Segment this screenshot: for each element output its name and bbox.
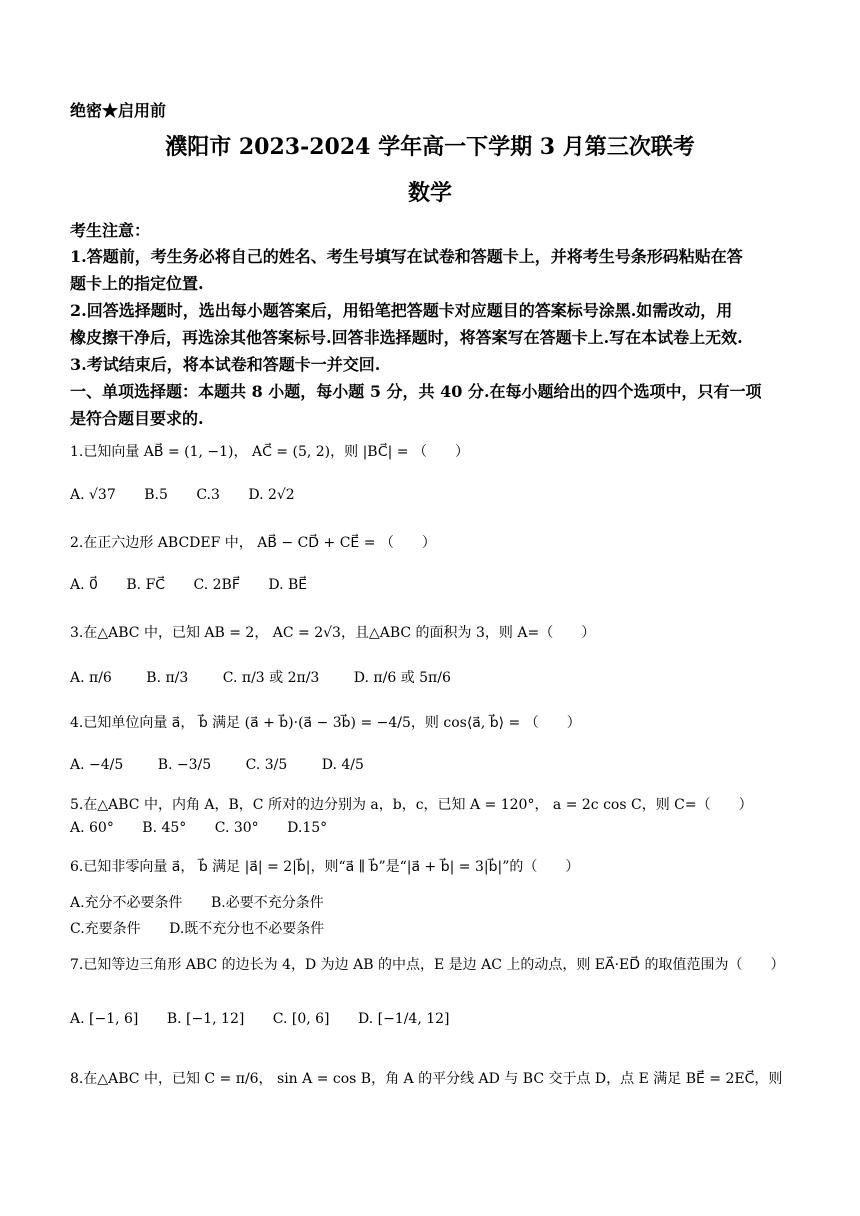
question-6-options-line-2 [70, 918, 348, 938]
notice-item-1-line-1: 1.答题前，考生务必将自己的姓名、考生号填写在试卷和答题卡上，并将考生号条形码粘贴在答 [70, 247, 743, 266]
question-2-stem: 2.在正六边形 ABCDEF 中， AB⃗ − CD⃗ + CE⃗ = （ ） [70, 535, 436, 551]
question-3-option-c[interactable]: C. π/3 或 2π/3 [222, 670, 320, 686]
question-1-option-c[interactable]: C.3 [196, 487, 220, 503]
question-7-option-a[interactable]: A. [−1, 6] [70, 1011, 139, 1027]
notice-item-1-line-2: 题卡上的指定位置. [70, 274, 204, 293]
exam-title: 濮阳市 2023-2024 学年高一下学期 3 月第三次联考 [165, 134, 695, 160]
question-7-options [70, 1011, 474, 1027]
question-7-option-d[interactable]: D. [−1/4, 12] [357, 1011, 450, 1027]
section-1-heading-line-2: 是符合题目要求的. [70, 409, 204, 428]
question-3-option-a[interactable]: A. π/6 [70, 670, 112, 686]
question-8-stem: 8.在△ABC 中，已知 C = π/6， sin A = cos B，角 A 的平分线 AD 与 BC 交于点 D，点 E 满足 BE⃗ = 2EC⃗，则 [70, 1071, 783, 1087]
question-5-options [70, 820, 351, 836]
question-1-option-b[interactable]: B.5 [144, 487, 168, 503]
question-7-option-b[interactable]: B. [−1, 12] [166, 1011, 245, 1027]
question-2-options [70, 577, 331, 593]
question-1-option-d[interactable]: D. 2√2 [248, 487, 295, 503]
question-4-option-b[interactable]: B. −3/5 [157, 757, 212, 773]
notice-item-3: 3.考试结束后，将本试卷和答题卡一并交回. [70, 355, 381, 374]
question-5-option-b[interactable]: B. 45° [142, 820, 187, 836]
question-6-option-d[interactable]: D.既不充分也不必要条件 [169, 921, 325, 937]
question-6-option-c[interactable]: C.充要条件 [70, 921, 141, 937]
question-3-option-d[interactable]: D. π/6 或 5π/6 [353, 670, 451, 686]
question-4-option-d[interactable]: D. 4/5 [321, 757, 364, 773]
question-4-stem: 4.已知单位向量 a⃗， b⃗ 满足 (a⃗ + b⃗)·(a⃗ − 3b⃗) = −4/5，则 cos⟨a⃗, b⃗⟩ = （ ） [70, 715, 581, 731]
question-6-option-a[interactable]: A.充分不必要条件 [70, 895, 183, 911]
question-6-options-line-1 [70, 892, 348, 912]
question-4-option-a[interactable]: A. −4/5 [70, 757, 124, 773]
question-7-stem: 7.已知等边三角形 ABC 的边长为 4，D 为边 AB 的中点，E 是边 AC 上的动点，则 EA⃗·ED⃗ 的取值范围为（ ） [70, 957, 785, 973]
question-3-stem: 3.在△ABC 中，已知 AB = 2， AC = 2√3，且△ABC 的面积为 3，则 A=（ ） [70, 625, 596, 641]
question-2-option-c[interactable]: C. 2BF⃗ [193, 577, 240, 593]
question-1-stem: 1.已知向量 AB⃗ = (1, −1)， AC⃗ = (5, 2)，则 |BC⃗| = （ ） [70, 444, 469, 460]
subject-title: 数学 [407, 180, 452, 206]
question-5-option-d[interactable]: D.15° [287, 820, 328, 836]
question-5-option-a[interactable]: A. 60° [70, 820, 114, 836]
notice-heading: 考生注意： [70, 221, 151, 240]
question-2-option-d[interactable]: D. BE⃗ [268, 577, 308, 593]
question-7-option-c[interactable]: C. [0, 6] [272, 1011, 330, 1027]
section-1-heading-line-1: 一、单项选择题：本题共 8 小题，每小题 5 分，共 40 分.在每小题给出的四个选项中，只有一项 [70, 382, 762, 401]
question-5-option-c[interactable]: C. 30° [214, 820, 259, 836]
question-1-option-a[interactable]: A. √37 [70, 487, 116, 503]
question-6-stem: 6.已知非零向量 a⃗， b⃗ 满足 |a⃗| = 2|b⃗|，则“a⃗ ∥ b⃗”是“|a⃗ + b⃗| = 3|b⃗|”的（ ） [70, 859, 580, 875]
question-2-option-a[interactable]: A. 0⃗ [70, 577, 98, 593]
question-3-option-b[interactable]: B. π/3 [146, 670, 189, 686]
question-3-options [70, 667, 481, 687]
question-1-options [70, 487, 319, 503]
question-5-stem: 5.在△ABC 中，内角 A，B，C 所对的边分别为 a，b，c，已知 A = 120°， a = 2c cos C，则 C=（ ） [70, 797, 753, 813]
secret-label: 绝密★启用前 [70, 101, 167, 120]
notice-item-2-line-2: 橡皮擦干净后，再选涂其他答案标号.回答非选择题时，将答案写在答题卡上.写在本试卷上无效. [70, 328, 743, 347]
question-4-option-c[interactable]: C. 3/5 [245, 757, 288, 773]
notice-item-2-line-1: 2.回答选择题时，选出每小题答案后，用铅笔把答题卡对应题目的答案标号涂黑.如需改动，用 [70, 301, 733, 320]
question-2-option-b[interactable]: B. FC⃗ [126, 577, 166, 593]
question-4-options [70, 757, 394, 773]
question-6-option-b[interactable]: B.必要不充分条件 [211, 895, 324, 911]
